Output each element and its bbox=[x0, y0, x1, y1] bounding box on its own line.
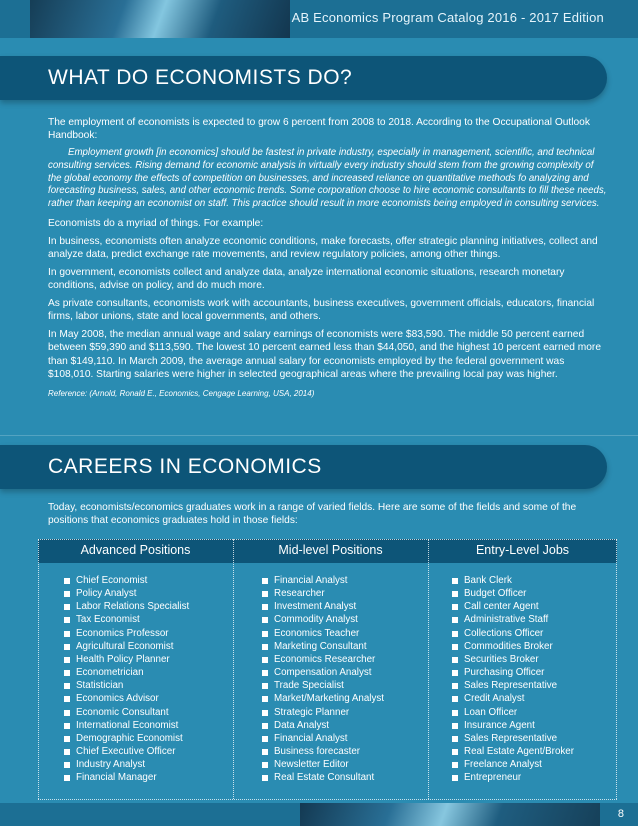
job-list-item: Policy Analyst bbox=[64, 587, 189, 600]
page-number: 8 bbox=[617, 808, 624, 820]
job-list-item: Demographic Economist bbox=[64, 732, 189, 745]
entry-level-jobs-list bbox=[452, 574, 574, 785]
job-list-item: Trade Specialist bbox=[262, 679, 384, 692]
job-list-item: Financial Analyst bbox=[262, 574, 384, 587]
job-list-item: Industry Analyst bbox=[64, 758, 189, 771]
job-list-item: Economics Professor bbox=[64, 627, 189, 640]
job-list-item: Real Estate Agent/Broker bbox=[452, 745, 574, 758]
careers-table bbox=[38, 539, 617, 800]
job-list-item: Market/Marketing Analyst bbox=[262, 692, 384, 705]
job-list-item: Financial Manager bbox=[64, 771, 189, 784]
job-list-item: Agricultural Economist bbox=[64, 640, 189, 653]
careers-intro: Today, economists/economics graduates work in a range of varied fields. Here are some of the fields and some of the positions that economics graduates hold in those fields: bbox=[48, 502, 577, 527]
job-list-item: Econometrician bbox=[64, 666, 189, 679]
advanced-positions-list bbox=[64, 574, 189, 785]
job-list-item: Call center Agent bbox=[452, 600, 574, 613]
job-list-item: Chief Economist bbox=[64, 574, 189, 587]
header-decoration bbox=[30, 0, 290, 38]
job-list-item: Real Estate Consultant bbox=[262, 771, 384, 784]
job-list-item: Loan Officer bbox=[452, 706, 574, 719]
column-heading-mid-level: Mid-level Positions bbox=[278, 543, 383, 557]
table-border-bottom bbox=[38, 799, 617, 801]
job-list-item: Commodities Broker bbox=[452, 640, 574, 653]
paragraph: In business, economists often analyze economic conditions, make forecasts, offer strategic planning initiatives, collect and analyze data, predict exchange rate movements, and review regulatory policies, among other things. bbox=[48, 235, 598, 260]
job-list-item: Economic Consultant bbox=[64, 706, 189, 719]
job-list-item: Marketing Consultant bbox=[262, 640, 384, 653]
column-heading-advanced: Advanced Positions bbox=[80, 543, 191, 557]
job-list-item: Newsletter Editor bbox=[262, 758, 384, 771]
job-list-item: Labor Relations Specialist bbox=[64, 600, 189, 613]
job-list-item: Statistician bbox=[64, 679, 189, 692]
job-list-item: Freelance Analyst bbox=[452, 758, 574, 771]
economists-text bbox=[48, 116, 608, 405]
job-list-item: Health Policy Planner bbox=[64, 653, 189, 666]
job-list-item: Economics Advisor bbox=[64, 692, 189, 705]
job-list-item: Business forecaster bbox=[262, 745, 384, 758]
table-header bbox=[38, 539, 617, 563]
job-list-item: Financial Analyst bbox=[262, 732, 384, 745]
job-list-item: Tax Economist bbox=[64, 613, 189, 626]
top-bar bbox=[0, 0, 638, 38]
column-separator bbox=[616, 539, 618, 799]
column-separator bbox=[428, 539, 430, 799]
job-list-item: Compensation Analyst bbox=[262, 666, 384, 679]
job-list-item: Purchasing Officer bbox=[452, 666, 574, 679]
column-separator bbox=[233, 539, 235, 799]
footer-decoration bbox=[300, 803, 600, 826]
job-list-item: Bank Clerk bbox=[452, 574, 574, 587]
intro-paragraph: The employment of economists is expected to grow 6 percent from 2008 to 2018. According to the Occupational Outlook Handbook: bbox=[48, 117, 590, 142]
section-divider bbox=[0, 435, 638, 436]
careers-intro-block bbox=[48, 501, 608, 532]
job-list-item: Investment Analyst bbox=[262, 600, 384, 613]
paragraph: In government, economists collect and analyze data, analyze international economic situations, research monetary conditions, advise on policy, and do much more. bbox=[48, 266, 565, 292]
job-list-item: Chief Executive Officer bbox=[64, 745, 189, 758]
paragraph: In May 2008, the median annual wage and salary earnings of economists were $83,590. The middle 50 percent earned between $59,390 and $113,590. The lowest 10 percent earned less than $44,050, and the highest 10 percent earned more than $149,110. In March 2009, the average annual salary for economists employed by the federal government was $108,010. Starting salaries were higher in selected geographical areas where the prevailing local pay was higher. bbox=[48, 329, 601, 380]
job-list-item: Data Analyst bbox=[262, 719, 384, 732]
job-list-item: Sales Representative bbox=[452, 679, 574, 692]
job-list-item: Securities Broker bbox=[452, 653, 574, 666]
section-banner-careers bbox=[0, 445, 607, 489]
paragraph: Economists do a myriad of things. For example: bbox=[48, 217, 264, 229]
table-border-top bbox=[38, 539, 617, 541]
catalog-title: AB Economics Program Catalog 2016 - 2017 Edition bbox=[291, 10, 604, 25]
section-banner-economists bbox=[0, 56, 607, 100]
job-list-item: Strategic Planner bbox=[262, 706, 384, 719]
column-heading-entry-level: Entry-Level Jobs bbox=[475, 543, 570, 557]
job-list-item: Administrative Staff bbox=[452, 613, 574, 626]
job-list-item: Economics Researcher bbox=[262, 653, 384, 666]
section-title: WHAT DO ECONOMISTS DO? bbox=[48, 66, 353, 89]
job-list-item: Budget Officer bbox=[452, 587, 574, 600]
job-list-item: Researcher bbox=[262, 587, 384, 600]
job-list-item: Economics Teacher bbox=[262, 627, 384, 640]
job-list-item: International Economist bbox=[64, 719, 189, 732]
job-list-item: Commodity Analyst bbox=[262, 613, 384, 626]
paragraph: As private consultants, economists work with accountants, business executives, government officials, educators, financial firms, labor unions, state and local governments, and others. bbox=[48, 298, 595, 323]
job-list-item: Credit Analyst bbox=[452, 692, 574, 705]
job-list-item: Insurance Agent bbox=[452, 719, 574, 732]
reference-note: Reference: (Arnold, Ronald E., Economics, Cengage Learning, USA, 2014) bbox=[48, 388, 315, 398]
section-title: CAREERS IN ECONOMICS bbox=[48, 455, 322, 478]
column-separator bbox=[38, 539, 40, 799]
footer-bar bbox=[0, 803, 638, 826]
handbook-quote: Employment growth [in economics] should be fastest in private industry, especially in management, scientific, and technical consulting services. Rising demand for economic analysis in virtually every industry should stem from the growing complexity of the global economy the effects of competition on businesses, and increased reliance on quantitative methods fo analyzing and forecasting business, sales, and other economic trends. Some corporation choose to hire economic consultants to fill these needs, rather than keeping an economist on staff. This practice should result in more economists being employed in consulting services. bbox=[48, 147, 607, 209]
job-list-item: Entrepreneur bbox=[452, 771, 574, 784]
job-list-item: Sales Representative bbox=[452, 732, 574, 745]
mid-level-positions-list bbox=[262, 574, 384, 785]
job-list-item: Collections Officer bbox=[452, 627, 574, 640]
